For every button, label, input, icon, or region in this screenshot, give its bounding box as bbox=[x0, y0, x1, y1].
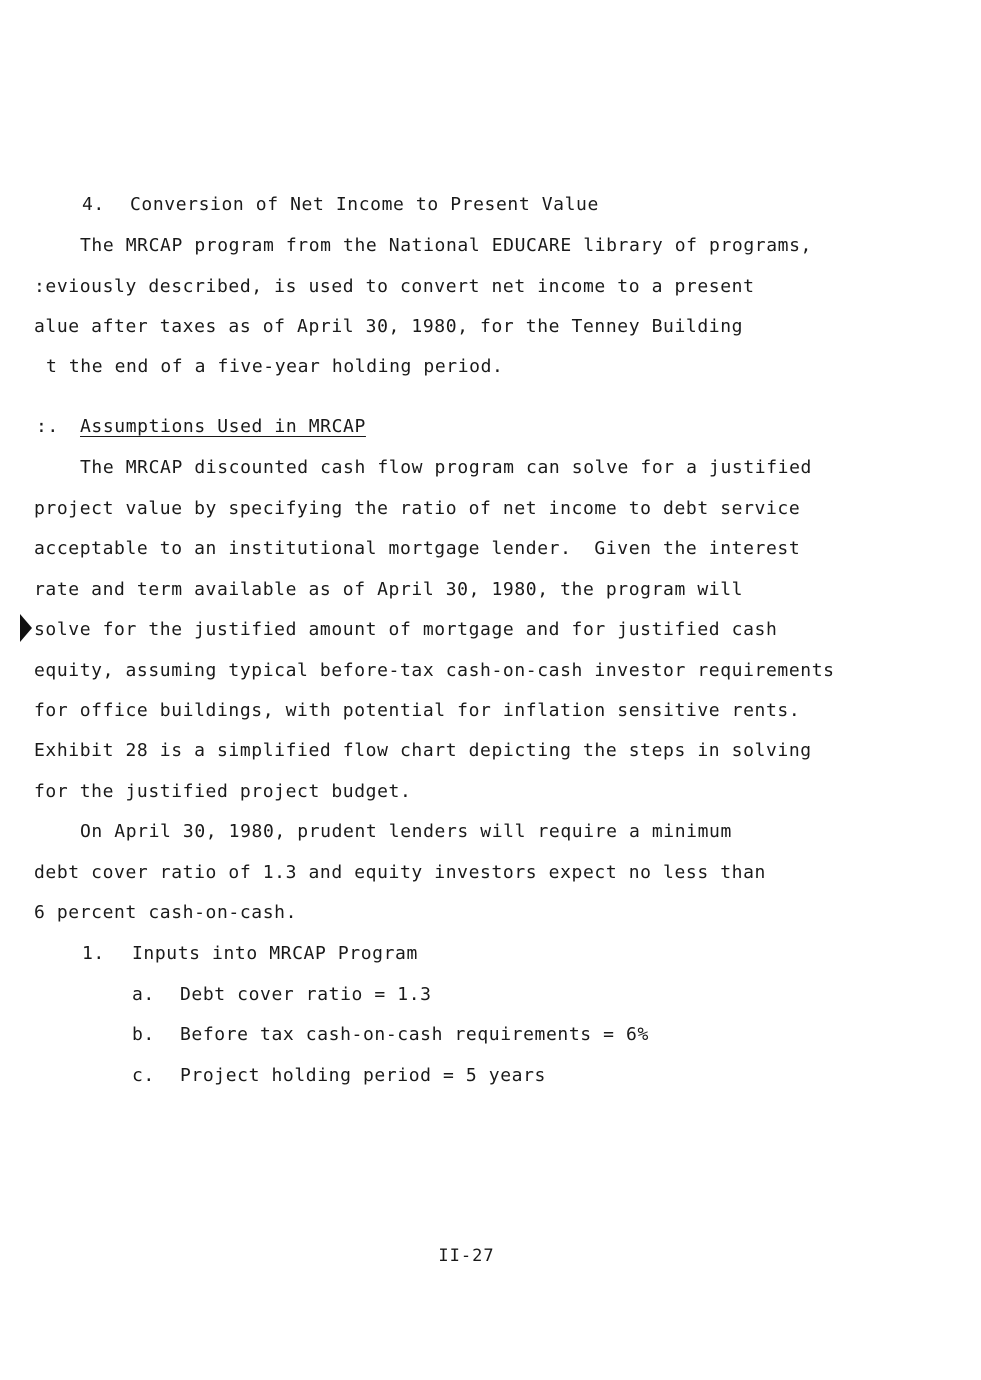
page-footer bbox=[0, 1246, 981, 1266]
inputs-number: 1. bbox=[82, 943, 105, 964]
section-5-para1-line-1: The MRCAP discounted cash flow program can solve for a justified bbox=[80, 457, 812, 478]
input-item-c-text: Project holding period = 5 years bbox=[180, 1065, 546, 1086]
section-5-para2-line-2: debt cover ratio of 1.3 and equity investors expect no less than bbox=[34, 862, 766, 883]
section-4-para-line-3: alue after taxes as of April 30, 1980, for the Tenney Building bbox=[34, 316, 744, 337]
section-4-para-line-1: The MRCAP program from the National EDUCARE library of programs, bbox=[80, 235, 812, 256]
section-5-title: Assumptions Used in MRCAP bbox=[80, 416, 366, 437]
section-5-para1-line-3: acceptable to an institutional mortgage lender. Given the interest bbox=[34, 538, 801, 559]
section-5-para1-line-9: for the justified project budget. bbox=[34, 781, 412, 802]
section-4-para-line-2: :eviously described, is used to convert net income to a present bbox=[34, 276, 755, 297]
section-5-para1-line-5: solve for the justified amount of mortgage and for justified cash bbox=[34, 619, 778, 640]
section-5-para1-line-2: project value by specifying the ratio of net income to debt service bbox=[34, 498, 801, 519]
section-5-para2-line-1: On April 30, 1980, prudent lenders will require a minimum bbox=[80, 821, 732, 842]
section-4-number: 4. bbox=[82, 194, 105, 215]
section-5-para1-line-8: Exhibit 28 is a simplified flow chart depicting the steps in solving bbox=[34, 740, 812, 761]
section-5-para2-line-3: 6 percent cash-on-cash. bbox=[34, 902, 298, 923]
input-item-c-label: c. bbox=[132, 1065, 155, 1086]
inputs-title: Inputs into MRCAP Program bbox=[132, 943, 418, 964]
section-5-number: :. bbox=[36, 416, 59, 437]
section-5-para1-line-6: equity, assuming typical before-tax cash-on-cash investor requirements bbox=[34, 660, 835, 681]
section-5-para1-line-7: for office buildings, with potential for inflation sensitive rents. bbox=[34, 700, 801, 721]
input-item-a-text: Debt cover ratio = 1.3 bbox=[180, 984, 432, 1005]
section-5-para1-line-4: rate and term available as of April 30, 1980, the program will bbox=[34, 579, 744, 600]
section-4-para-line-4: t the end of a five-year holding period. bbox=[46, 356, 504, 377]
input-item-b-text: Before tax cash-on-cash requirements = 6% bbox=[180, 1024, 649, 1045]
page-number: II-27 bbox=[438, 1246, 495, 1266]
input-item-b-label: b. bbox=[132, 1024, 155, 1045]
section-4-title: Conversion of Net Income to Present Value bbox=[130, 194, 599, 215]
page-marker-arrow bbox=[20, 614, 32, 642]
input-item-a-label: a. bbox=[132, 984, 155, 1005]
